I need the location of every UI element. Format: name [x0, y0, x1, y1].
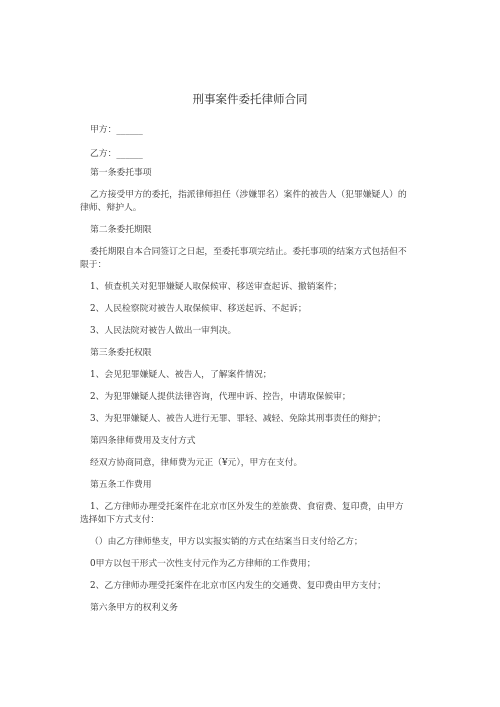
paragraph-2-item-1: 1、侦查机关对犯罪嫌疑人取保候审、移送审查起诉、撤销案件； [90, 282, 342, 292]
paragraph-1-line-2: 律师、辩护人。 [80, 203, 142, 213]
party-a-field: 甲方：______ [90, 125, 143, 135]
section-heading-5: 第五条工作费用 [90, 480, 152, 490]
paragraph-3-item-3: 3、为犯罪嫌疑人、被告人进行无罪、罪轻、减轻、免除其刑事责任的辩护； [90, 414, 386, 424]
section-heading-6: 第六条甲方的权利义务 [90, 603, 178, 613]
paragraph-3-item-1: 1、会见犯罪嫌疑人、被告人，了解案件情况； [90, 370, 272, 380]
paragraph-5-item-2: 2、乙方律师办理受托案件在北京市区内发生的交通费、复印费由甲方支付； [90, 581, 386, 591]
paragraph-2-item-2: 2、人民检察院对被告人取保候审、移送起诉、不起诉； [90, 304, 307, 314]
paragraph-2-item-3: 3、人民法院对被告人做出一审判决。 [90, 326, 237, 336]
paragraph-4-text: 经双方协商同意，律师费为元正（¥元），甲方在支付。 [90, 458, 303, 468]
paragraph-5-option-2: 0甲方以包干形式一次性支付元作为乙方律师的工作费用； [90, 559, 316, 569]
paragraph-3-item-2: 2、为犯罪嫌疑人提供法律咨询，代理申诉、控告，申请取保候审； [90, 392, 351, 402]
paragraph-5-line-1: 1、乙方律师办理受托案件在北京市区外发生的差旅费、食宿费、复印费，由甲方 [90, 502, 404, 512]
paragraph-5-line-2: 选择如下方式支付： [80, 515, 160, 525]
paragraph-2-line-1: 委托期限自本合同签订之日起，至委托事项完结止。委托事项的结案方式包括但不 [90, 247, 407, 257]
party-b-field: 乙方：______ [90, 149, 143, 159]
section-heading-1: 第一条委托事项 [90, 168, 152, 178]
section-heading-2: 第二条委托期限 [90, 225, 152, 235]
paragraph-2-line-2: 限于： [80, 260, 107, 270]
contract-title: 刑事案件委托律师合同 [192, 92, 308, 106]
paragraph-1-line-1: 乙方接受甲方的委托，指派律师担任（涉嫌罪名）案件的被告人（犯罪嫌疑人）的 [90, 190, 407, 200]
section-heading-3: 第三条委托权限 [90, 348, 152, 358]
section-heading-4: 第四条律师费用及支付方式 [90, 436, 196, 446]
paragraph-5-option-1: （）由乙方律师垫支，甲方以实报实销的方式在结案当日支付给乙方； [90, 537, 363, 547]
